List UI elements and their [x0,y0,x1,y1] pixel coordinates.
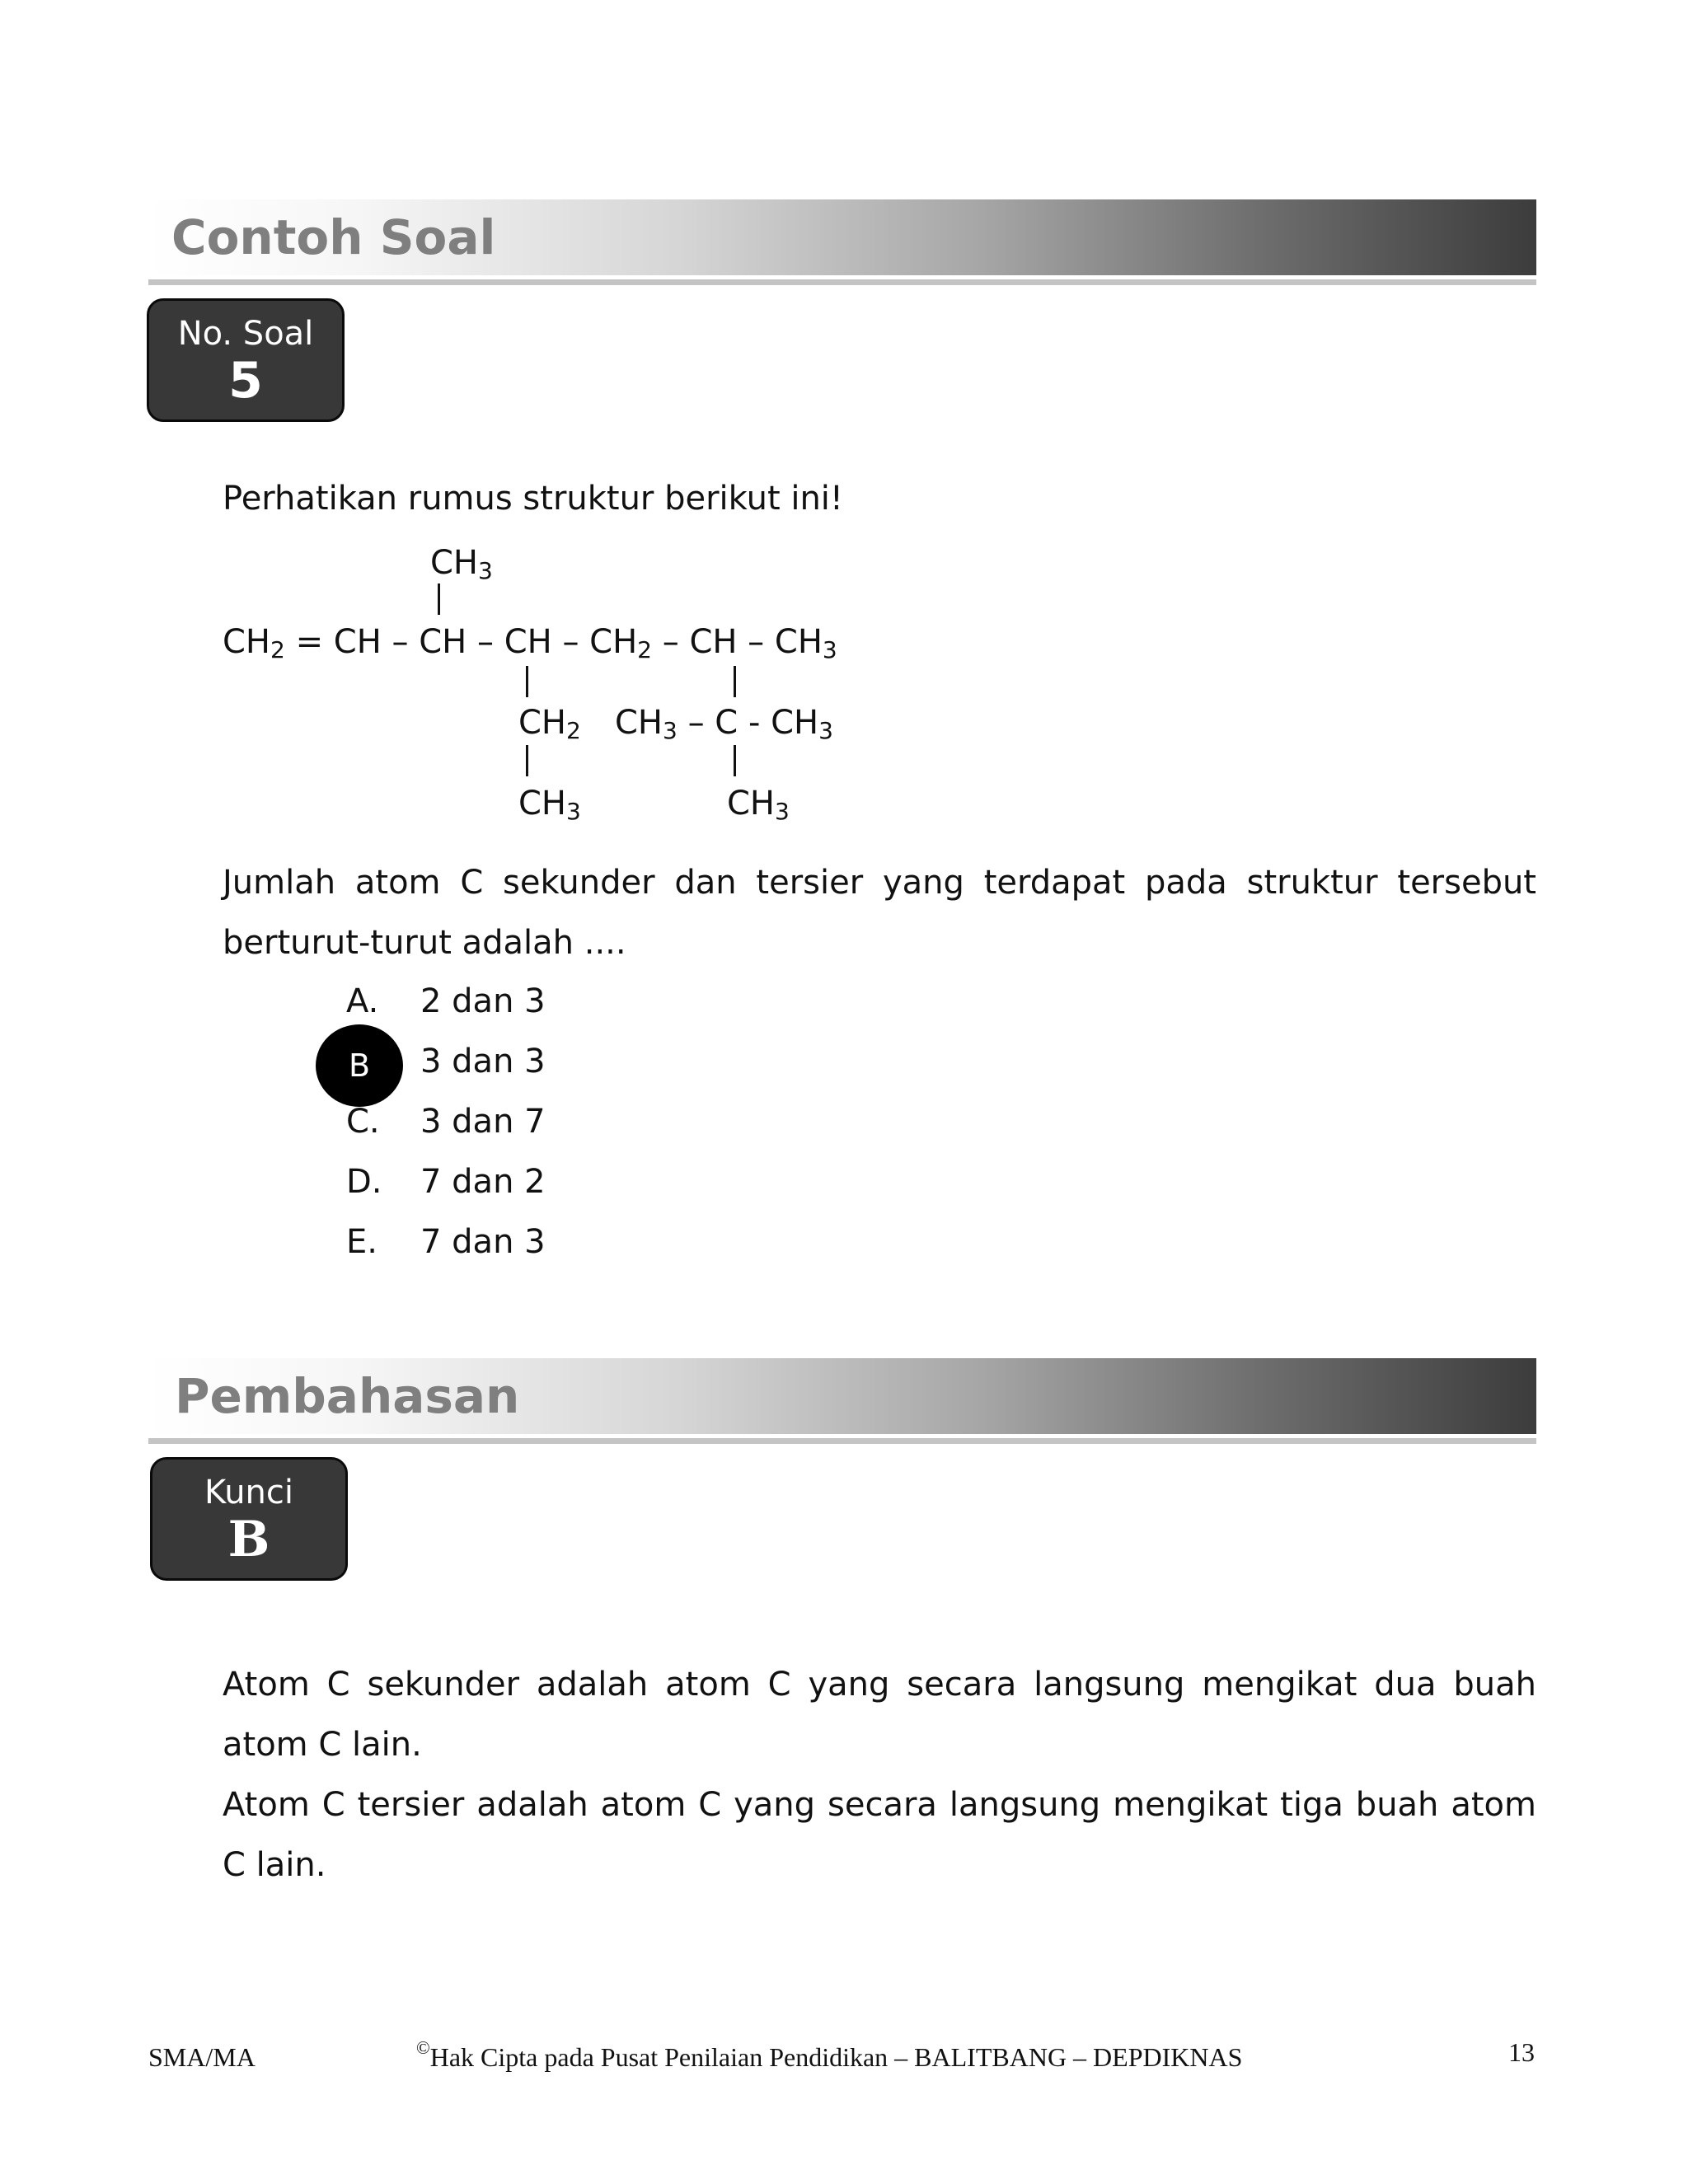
main-chain: $CH_2$ = CH – CH – CH – $CH_2$ – CH – $CH_3$ [223,623,837,663]
option-e-text[interactable]: 7 dan 3 [420,1223,546,1261]
bond-top [438,583,440,615]
answer-key-badge [150,1457,348,1581]
bond-left-1 [526,666,528,697]
branch-right-ch3: $CH_3$ [727,785,790,825]
pembahasan-title: Pembahasan [175,1368,520,1424]
option-d-text[interactable]: 7 dan 2 [420,1163,546,1201]
question-number: 5 [228,352,263,410]
option-a-letter[interactable]: A. [346,982,379,1020]
option-b-text[interactable]: 3 dan 3 [420,1043,546,1080]
option-c-text[interactable]: 3 dan 7 [420,1103,546,1141]
explanation-tertiary: Atom C tersier adalah atom C yang secara langsung mengikat tiga buah atom C lain. [223,1786,1536,1884]
question-stem: Jumlah atom C sekunder dan tersier yang terdapat pada struktur tersebut berturut-turut adalah .... [223,864,1536,962]
footer-copyright-text: Hak Cipta pada Pusat Penilaian Pendidikan – BALITBANG – DEPDIKNAS [429,2042,1243,2072]
option-a-text[interactable]: 2 dan 3 [420,982,546,1020]
bond-left-2 [526,745,528,776]
footer-copyright [416,2037,1243,2073]
branch-right-row: $CH_3$ – C - $CH_3$ [615,704,833,744]
explanation-secondary: Atom C sekunder adalah atom C yang secara langsung mengikat dua buah atom C lain. [223,1666,1536,1764]
bond-right-1 [734,666,736,697]
page-number: 13 [1508,2037,1535,2067]
header-underline [148,1438,1536,1444]
option-e-letter[interactable]: E. [346,1223,377,1261]
option-c-letter[interactable]: C. [346,1103,380,1141]
pembahasan-header [148,1358,1536,1434]
contoh-soal-header [148,199,1536,275]
header-underline [148,279,1536,285]
top-branch: $CH_3$ [430,544,493,584]
branch-left-ch2: $CH_2$ [518,704,581,744]
bond-right-2 [734,745,736,776]
answer-key-label: Kunci [204,1474,294,1511]
answer-key-value: B [227,1511,270,1568]
question-number-badge [147,298,345,422]
question-intro: Perhatikan rumus struktur berikut ini! [223,480,843,518]
footer-level: SMA/MA [148,2042,256,2072]
option-d-letter[interactable]: D. [346,1163,382,1201]
question-number-label: No. Soal [177,315,314,353]
contoh-soal-title: Contoh Soal [171,209,496,265]
branch-left-ch3: $CH_3$ [518,785,581,825]
option-b-selected-marker[interactable]: B [316,1024,403,1107]
copyright-symbol: © [416,2037,430,2058]
